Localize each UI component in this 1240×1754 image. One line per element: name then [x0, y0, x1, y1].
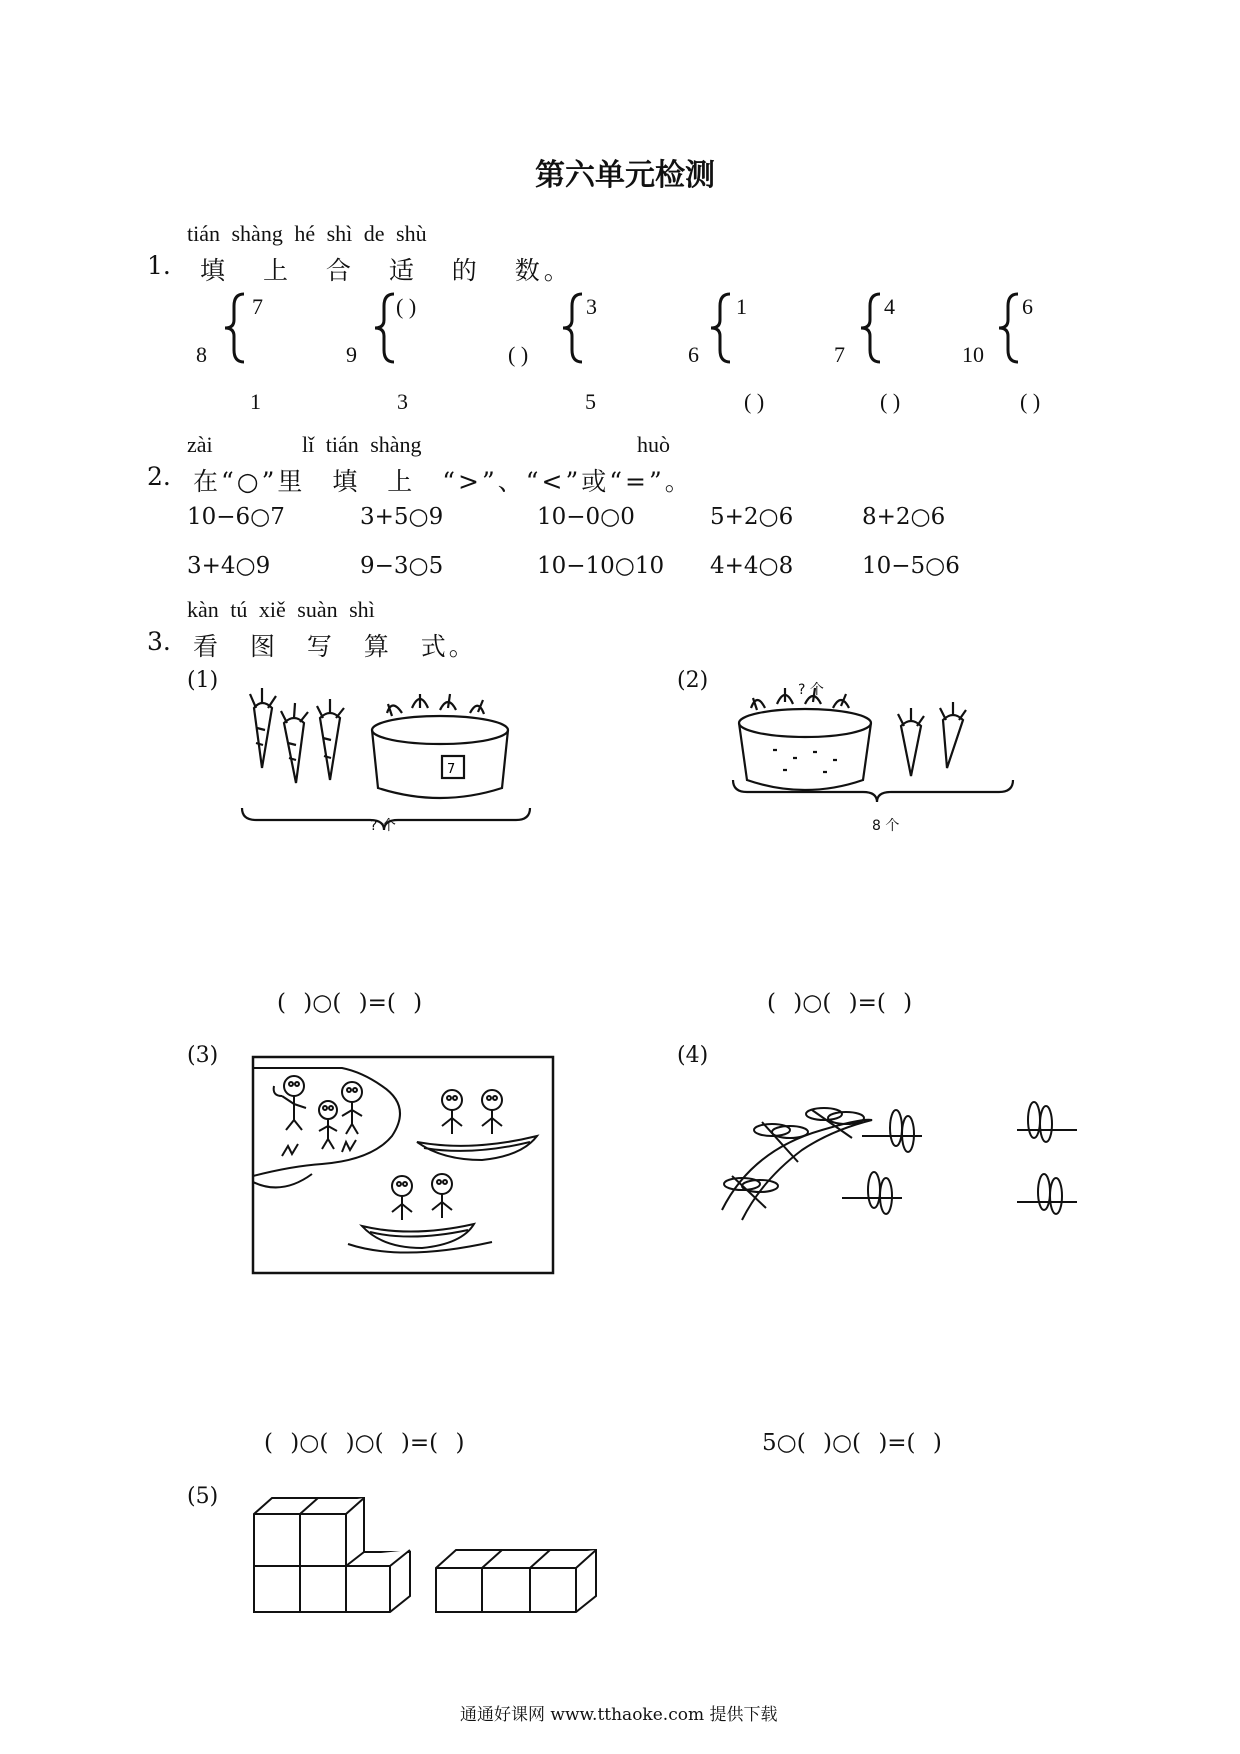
- answer-blank-2: ( )○( )=( ): [767, 990, 913, 1016]
- decomp-bottom: 5: [585, 389, 596, 414]
- decomp-top: 1: [736, 294, 747, 319]
- q2-expr: 8+2○6: [862, 504, 946, 530]
- q2-expr: 10−5○6: [862, 553, 960, 579]
- sub-label-3: (3): [187, 1043, 219, 1068]
- q1-pinyin: tián shàng hé shì de shù: [187, 221, 427, 246]
- sub-label-1: (1): [187, 668, 219, 693]
- decomp-whole: 6: [688, 342, 699, 367]
- carrot-icon: [250, 688, 276, 768]
- dragonfly-icon: [1017, 1102, 1077, 1142]
- q2-expr: 3+4○9: [187, 553, 271, 579]
- q2-pinyin-zai: zài: [187, 432, 213, 457]
- cubes-illustration: [252, 1484, 612, 1612]
- sub-label-5: (5): [187, 1484, 219, 1509]
- dragonfly-icon: [842, 1172, 902, 1214]
- basket-number: 7: [447, 762, 456, 777]
- q3-pinyin: kàn tú xiě suàn shì: [187, 597, 375, 622]
- brace-caption-1: ? 个: [370, 818, 396, 834]
- q2-expr: 4+4○8: [710, 553, 794, 579]
- decomp-bottom: 1: [250, 389, 261, 414]
- decomp-top: ( ): [396, 294, 417, 319]
- decomp-bottom: ( ): [1020, 389, 1041, 414]
- decomp-top: 7: [252, 294, 263, 319]
- decomp-whole: 9: [346, 342, 357, 367]
- carrot-icon: [281, 703, 308, 783]
- decomp-top: 6: [1022, 294, 1033, 319]
- carrots-basket-illustration-1: [242, 668, 542, 833]
- decomp-whole: 7: [834, 342, 845, 367]
- q2-expr: 10−0○0: [537, 504, 635, 530]
- decomp-bottom: 3: [397, 389, 408, 414]
- q2-expr: 5+2○6: [710, 504, 794, 530]
- carrots-basket-illustration-2: [733, 668, 1033, 833]
- q2-pinyin-li-tian-shang: lǐ tián shàng: [302, 432, 422, 457]
- dragonfly-icon: [1017, 1174, 1077, 1214]
- dragonfly-icon: [862, 1110, 922, 1152]
- basket-top-caption-2: ? 个: [798, 682, 824, 698]
- decomp-bottom: ( ): [880, 389, 901, 414]
- q3-text: 看 图 写 算 式。: [193, 632, 477, 661]
- dragonfly-icon: [806, 1108, 864, 1138]
- brace-icon: [372, 292, 398, 364]
- brace-icon: [996, 292, 1022, 364]
- brace-caption-2: 8 个: [872, 818, 900, 834]
- q3-number: 3.: [147, 627, 171, 656]
- brace-icon: [858, 292, 884, 364]
- dragonfly-icon: [754, 1122, 808, 1162]
- basket-icon: [739, 688, 871, 790]
- decomp-whole: ( ): [508, 342, 529, 367]
- decomp-bottom: ( ): [744, 389, 765, 414]
- carrot-icon: [317, 699, 344, 780]
- brace-icon: [560, 292, 586, 364]
- brace-icon: [222, 292, 248, 364]
- page-title: 第六单元检测: [535, 158, 715, 193]
- q2-number: 2.: [147, 462, 171, 491]
- q2-pinyin-huo: huò: [637, 432, 670, 457]
- basket-icon: [372, 694, 508, 798]
- carrot-icon: [940, 702, 966, 768]
- q2-expr: 10−6○7: [187, 504, 285, 530]
- brace-icon: [708, 292, 734, 364]
- answer-blank-4: 5○( )○( )=( ): [762, 1430, 942, 1456]
- footer-text: 通通好课网 www.tthaoke.com 提供下载: [460, 1705, 778, 1725]
- decomp-top: 4: [884, 294, 895, 319]
- decomp-whole: 8: [196, 342, 207, 367]
- monkeys-boats-illustration: [252, 1056, 554, 1274]
- q2-text: 在“○”里 填 上 “>”、“<”或“=”。: [193, 467, 693, 496]
- q2-expr: 10−10○10: [537, 553, 665, 579]
- q1-text: 填 上 合 适 的 数。: [200, 256, 573, 285]
- sub-label-2: (2): [677, 668, 709, 693]
- dragonflies-illustration: [712, 1090, 1092, 1240]
- sub-label-4: (4): [677, 1043, 709, 1068]
- q2-expr: 3+5○9: [360, 504, 444, 530]
- decomp-top: 3: [586, 294, 597, 319]
- carrot-icon: [898, 708, 924, 776]
- q2-expr: 9−3○5: [360, 553, 444, 579]
- answer-blank-1: ( )○( )=( ): [277, 990, 423, 1016]
- q1-number: 1.: [147, 251, 171, 280]
- decomp-whole: 10: [962, 342, 984, 367]
- answer-blank-3: ( )○( )○( )=( ): [264, 1430, 465, 1456]
